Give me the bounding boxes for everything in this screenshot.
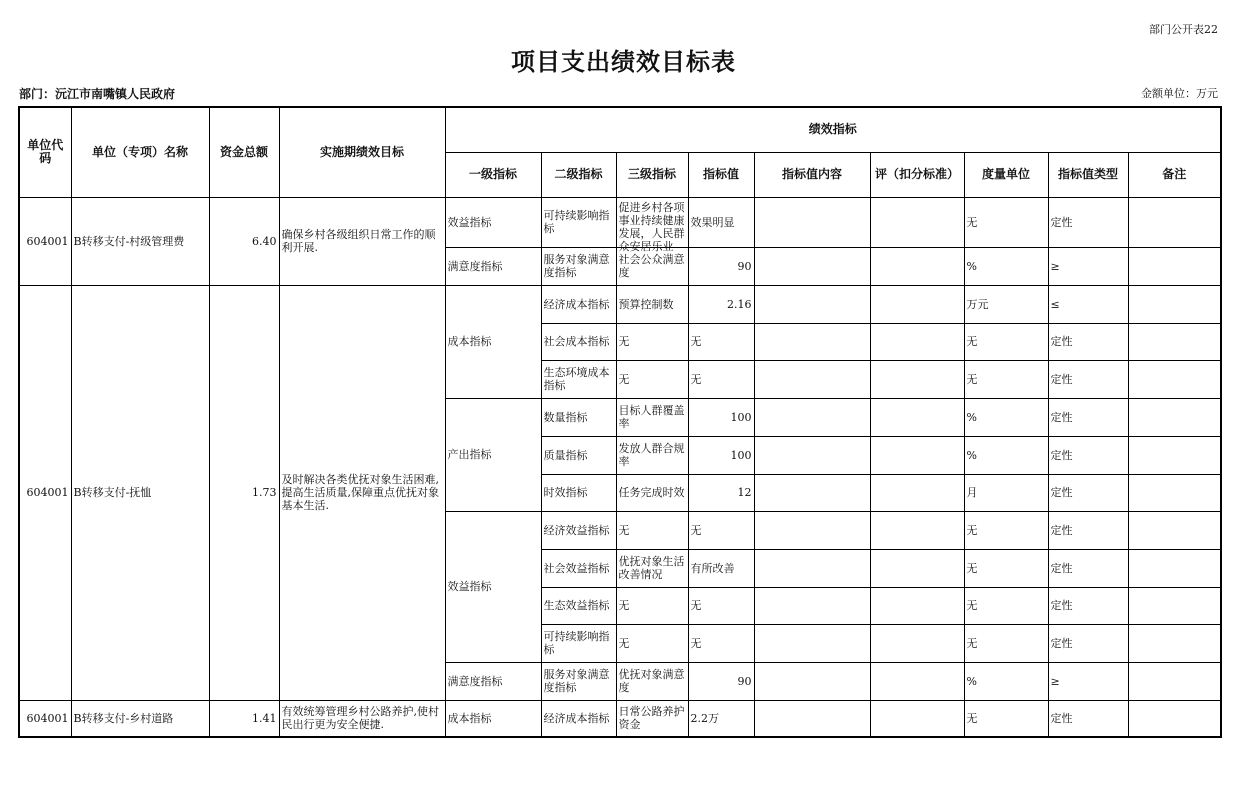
value-type-cell: ≥ <box>1048 247 1128 285</box>
measure-unit-cell: 无 <box>964 587 1048 624</box>
form-number: 部门公开表22 <box>1149 23 1218 36</box>
level2-cell: 社会效益指标 <box>541 549 616 587</box>
remark-cell <box>1128 285 1221 323</box>
value-cell: 100 <box>688 398 754 436</box>
measure-unit-cell: 无 <box>964 549 1048 587</box>
level3-cell <box>616 624 688 662</box>
value-type-cell: 定性 <box>1048 360 1128 398</box>
level3-cell <box>616 285 688 323</box>
level3-text: 任务完成时效 <box>618 486 685 499</box>
scoring-cell <box>870 624 964 662</box>
level2-cell: 经济效益指标 <box>541 511 616 549</box>
measure-unit-cell: 无 <box>964 360 1048 398</box>
value-cell: 无 <box>688 587 754 624</box>
level3-cell <box>616 197 688 253</box>
unit-code-cell: 604001 <box>19 285 71 700</box>
level3-text: 优抚对象满意度 <box>618 668 685 694</box>
level3-cell <box>616 436 688 474</box>
scoring-cell <box>870 323 964 360</box>
level2-cell: 可持续影响指标 <box>541 197 616 247</box>
header-content: 指标值内容 <box>754 152 870 197</box>
page-title: 项目支出绩效目标表 <box>511 48 736 76</box>
remark-cell <box>1128 474 1221 511</box>
level3-text: 无 <box>618 636 630 650</box>
level2-cell: 数量指标 <box>541 398 616 436</box>
level3-cell <box>616 398 688 436</box>
level3-text: 预算控制数 <box>618 297 674 311</box>
level3-cell <box>616 323 688 360</box>
amount-cell: 1.73 <box>209 285 279 700</box>
scoring-cell <box>870 247 964 285</box>
scoring-cell <box>870 197 964 247</box>
header-level3: 三级指标 <box>616 152 688 197</box>
measure-unit-cell: 无 <box>964 511 1048 549</box>
amount-cell: 6.40 <box>209 197 279 285</box>
level3-cell <box>616 549 688 587</box>
header-value: 指标值 <box>688 152 754 197</box>
value-cell: 100 <box>688 436 754 474</box>
level2-cell: 服务对象满意度指标 <box>541 247 616 285</box>
level2-cell: 时效指标 <box>541 474 616 511</box>
header-scoring: 评（扣分标准） <box>870 152 964 197</box>
content-cell <box>754 511 870 549</box>
measure-unit-cell: 万元 <box>964 285 1048 323</box>
content-cell <box>754 587 870 624</box>
level3-text: 目标人群覆盖率 <box>618 404 685 430</box>
header-total-funds: 资金总额 <box>209 107 279 197</box>
level2-cell: 社会成本指标 <box>541 323 616 360</box>
value-cell: 无 <box>688 511 754 549</box>
scoring-cell <box>870 511 964 549</box>
remark-cell <box>1128 323 1221 360</box>
content-cell <box>754 197 870 247</box>
scoring-cell <box>870 436 964 474</box>
level3-cell <box>616 587 688 624</box>
value-type-cell: 定性 <box>1048 700 1128 737</box>
content-cell <box>754 436 870 474</box>
value-cell: 效果明显 <box>688 197 754 247</box>
table-row <box>19 197 1221 247</box>
content-cell <box>754 398 870 436</box>
level3-text: 社会公众满意度 <box>618 253 685 279</box>
measure-unit-cell: % <box>964 436 1048 474</box>
level2-cell: 经济成本指标 <box>541 285 616 323</box>
level2-cell: 质量指标 <box>541 436 616 474</box>
remark-cell <box>1128 549 1221 587</box>
unit-name-cell: B转移支付-村级管理费 <box>71 197 209 285</box>
department-label: 部门：沅江市南嘴镇人民政府 <box>19 87 176 101</box>
scoring-cell <box>870 587 964 624</box>
content-cell <box>754 323 870 360</box>
level3-text: 促进乡村各项事业持续健康发展，人民群众安居乐业 <box>618 201 685 253</box>
goal-cell: 有效统筹管理乡村公路养护,使村民出行更为安全便捷. <box>279 700 445 737</box>
content-cell <box>754 474 870 511</box>
header-goal: 实施期绩效目标 <box>279 107 445 197</box>
scoring-cell <box>870 398 964 436</box>
value-type-cell: 定性 <box>1048 197 1128 247</box>
value-type-cell: 定性 <box>1048 474 1128 511</box>
unit-name-cell: B转移支付-抚恤 <box>71 285 209 700</box>
unit-code-cell: 604001 <box>19 700 71 737</box>
level1-cell: 效益指标 <box>445 511 541 662</box>
content-cell <box>754 700 870 737</box>
level1-cell: 效益指标 <box>445 197 541 247</box>
level3-cell <box>616 662 688 700</box>
remark-cell <box>1128 436 1221 474</box>
header-level2: 二级指标 <box>541 152 616 197</box>
table-body <box>19 197 1221 737</box>
value-cell: 12 <box>688 474 754 511</box>
measure-unit-cell: % <box>964 247 1048 285</box>
amount-unit-label: 金额单位：万元 <box>1141 87 1218 100</box>
remark-cell <box>1128 247 1221 285</box>
scoring-cell <box>870 285 964 323</box>
value-type-cell: 定性 <box>1048 587 1128 624</box>
goal-cell: 确保乡村各级组织日常工作的顺利开展. <box>279 197 445 285</box>
header-remark: 备注 <box>1128 152 1221 197</box>
level3-cell <box>616 511 688 549</box>
content-cell <box>754 624 870 662</box>
amount-cell: 1.41 <box>209 700 279 737</box>
measure-unit-cell: 无 <box>964 700 1048 737</box>
header-unit-code: 单位代码 <box>19 107 71 197</box>
measure-unit-cell: % <box>964 398 1048 436</box>
value-type-cell: 定性 <box>1048 323 1128 360</box>
remark-cell <box>1128 624 1221 662</box>
level2-cell: 服务对象满意度指标 <box>541 662 616 700</box>
content-cell <box>754 360 870 398</box>
value-cell: 无 <box>688 624 754 662</box>
value-cell: 90 <box>688 247 754 285</box>
table-row <box>19 285 1221 323</box>
measure-unit-cell: 无 <box>964 624 1048 662</box>
table-row <box>19 700 1221 737</box>
level3-text: 发放人群合规率 <box>618 442 685 468</box>
header-unit-name: 单位（专项）名称 <box>71 107 209 197</box>
header-performance: 绩效指标 <box>445 107 1221 152</box>
value-cell: 90 <box>688 662 754 700</box>
scoring-cell <box>870 360 964 398</box>
level3-text: 无 <box>618 599 630 612</box>
content-cell <box>754 247 870 285</box>
remark-cell <box>1128 700 1221 737</box>
value-type-cell: 定性 <box>1048 624 1128 662</box>
level3-text: 无 <box>618 372 630 386</box>
scoring-cell <box>870 474 964 511</box>
header-value-type: 指标值类型 <box>1048 152 1128 197</box>
header-level1: 一级指标 <box>445 152 541 197</box>
level3-cell <box>616 700 688 737</box>
level3-cell <box>616 247 688 285</box>
value-type-cell: ≥ <box>1048 662 1128 700</box>
level3-text: 日常公路养护资金 <box>618 705 685 732</box>
level3-cell <box>616 360 688 398</box>
value-type-cell: 定性 <box>1048 549 1128 587</box>
measure-unit-cell: 无 <box>964 197 1048 247</box>
level1-cell: 成本指标 <box>445 285 541 398</box>
value-cell: 2.16 <box>688 285 754 323</box>
content-cell <box>754 549 870 587</box>
unit-name-cell: B转移支付-乡村道路 <box>71 700 209 737</box>
value-type-cell: ≤ <box>1048 285 1128 323</box>
content-cell <box>754 285 870 323</box>
performance-table <box>18 106 1222 738</box>
scoring-cell <box>870 549 964 587</box>
value-type-cell: 定性 <box>1048 511 1128 549</box>
value-cell: 有所改善 <box>688 549 754 587</box>
level3-cell <box>616 474 688 511</box>
level1-cell: 满意度指标 <box>445 662 541 700</box>
content-cell <box>754 662 870 700</box>
value-cell: 无 <box>688 360 754 398</box>
level3-text: 无 <box>618 523 630 537</box>
header-measure-unit: 度量单位 <box>964 152 1048 197</box>
remark-cell <box>1128 662 1221 700</box>
remark-cell <box>1128 360 1221 398</box>
remark-cell <box>1128 197 1221 247</box>
level1-cell: 满意度指标 <box>445 247 541 285</box>
value-cell: 无 <box>688 323 754 360</box>
goal-cell: 及时解决各类优抚对象生活困难,提高生活质量,保障重点优抚对象基本生活. <box>279 285 445 700</box>
level1-cell: 成本指标 <box>445 700 541 737</box>
remark-cell <box>1128 398 1221 436</box>
level2-cell: 经济成本指标 <box>541 700 616 737</box>
level2-cell: 生态环境成本指标 <box>541 360 616 398</box>
value-type-cell: 定性 <box>1048 436 1128 474</box>
unit-code-cell: 604001 <box>19 197 71 285</box>
remark-cell <box>1128 587 1221 624</box>
level1-cell: 产出指标 <box>445 398 541 511</box>
measure-unit-cell: % <box>964 662 1048 700</box>
measure-unit-cell: 月 <box>964 474 1048 511</box>
value-type-cell: 定性 <box>1048 398 1128 436</box>
scoring-cell <box>870 662 964 700</box>
measure-unit-cell: 无 <box>964 323 1048 360</box>
level3-text: 无 <box>618 335 630 348</box>
level3-text: 优抚对象生活改善情况 <box>618 555 685 581</box>
scoring-cell <box>870 700 964 737</box>
level2-cell: 生态效益指标 <box>541 587 616 624</box>
level2-cell: 可持续影响指标 <box>541 624 616 662</box>
value-cell: 2.2万 <box>688 700 754 737</box>
remark-cell <box>1128 511 1221 549</box>
